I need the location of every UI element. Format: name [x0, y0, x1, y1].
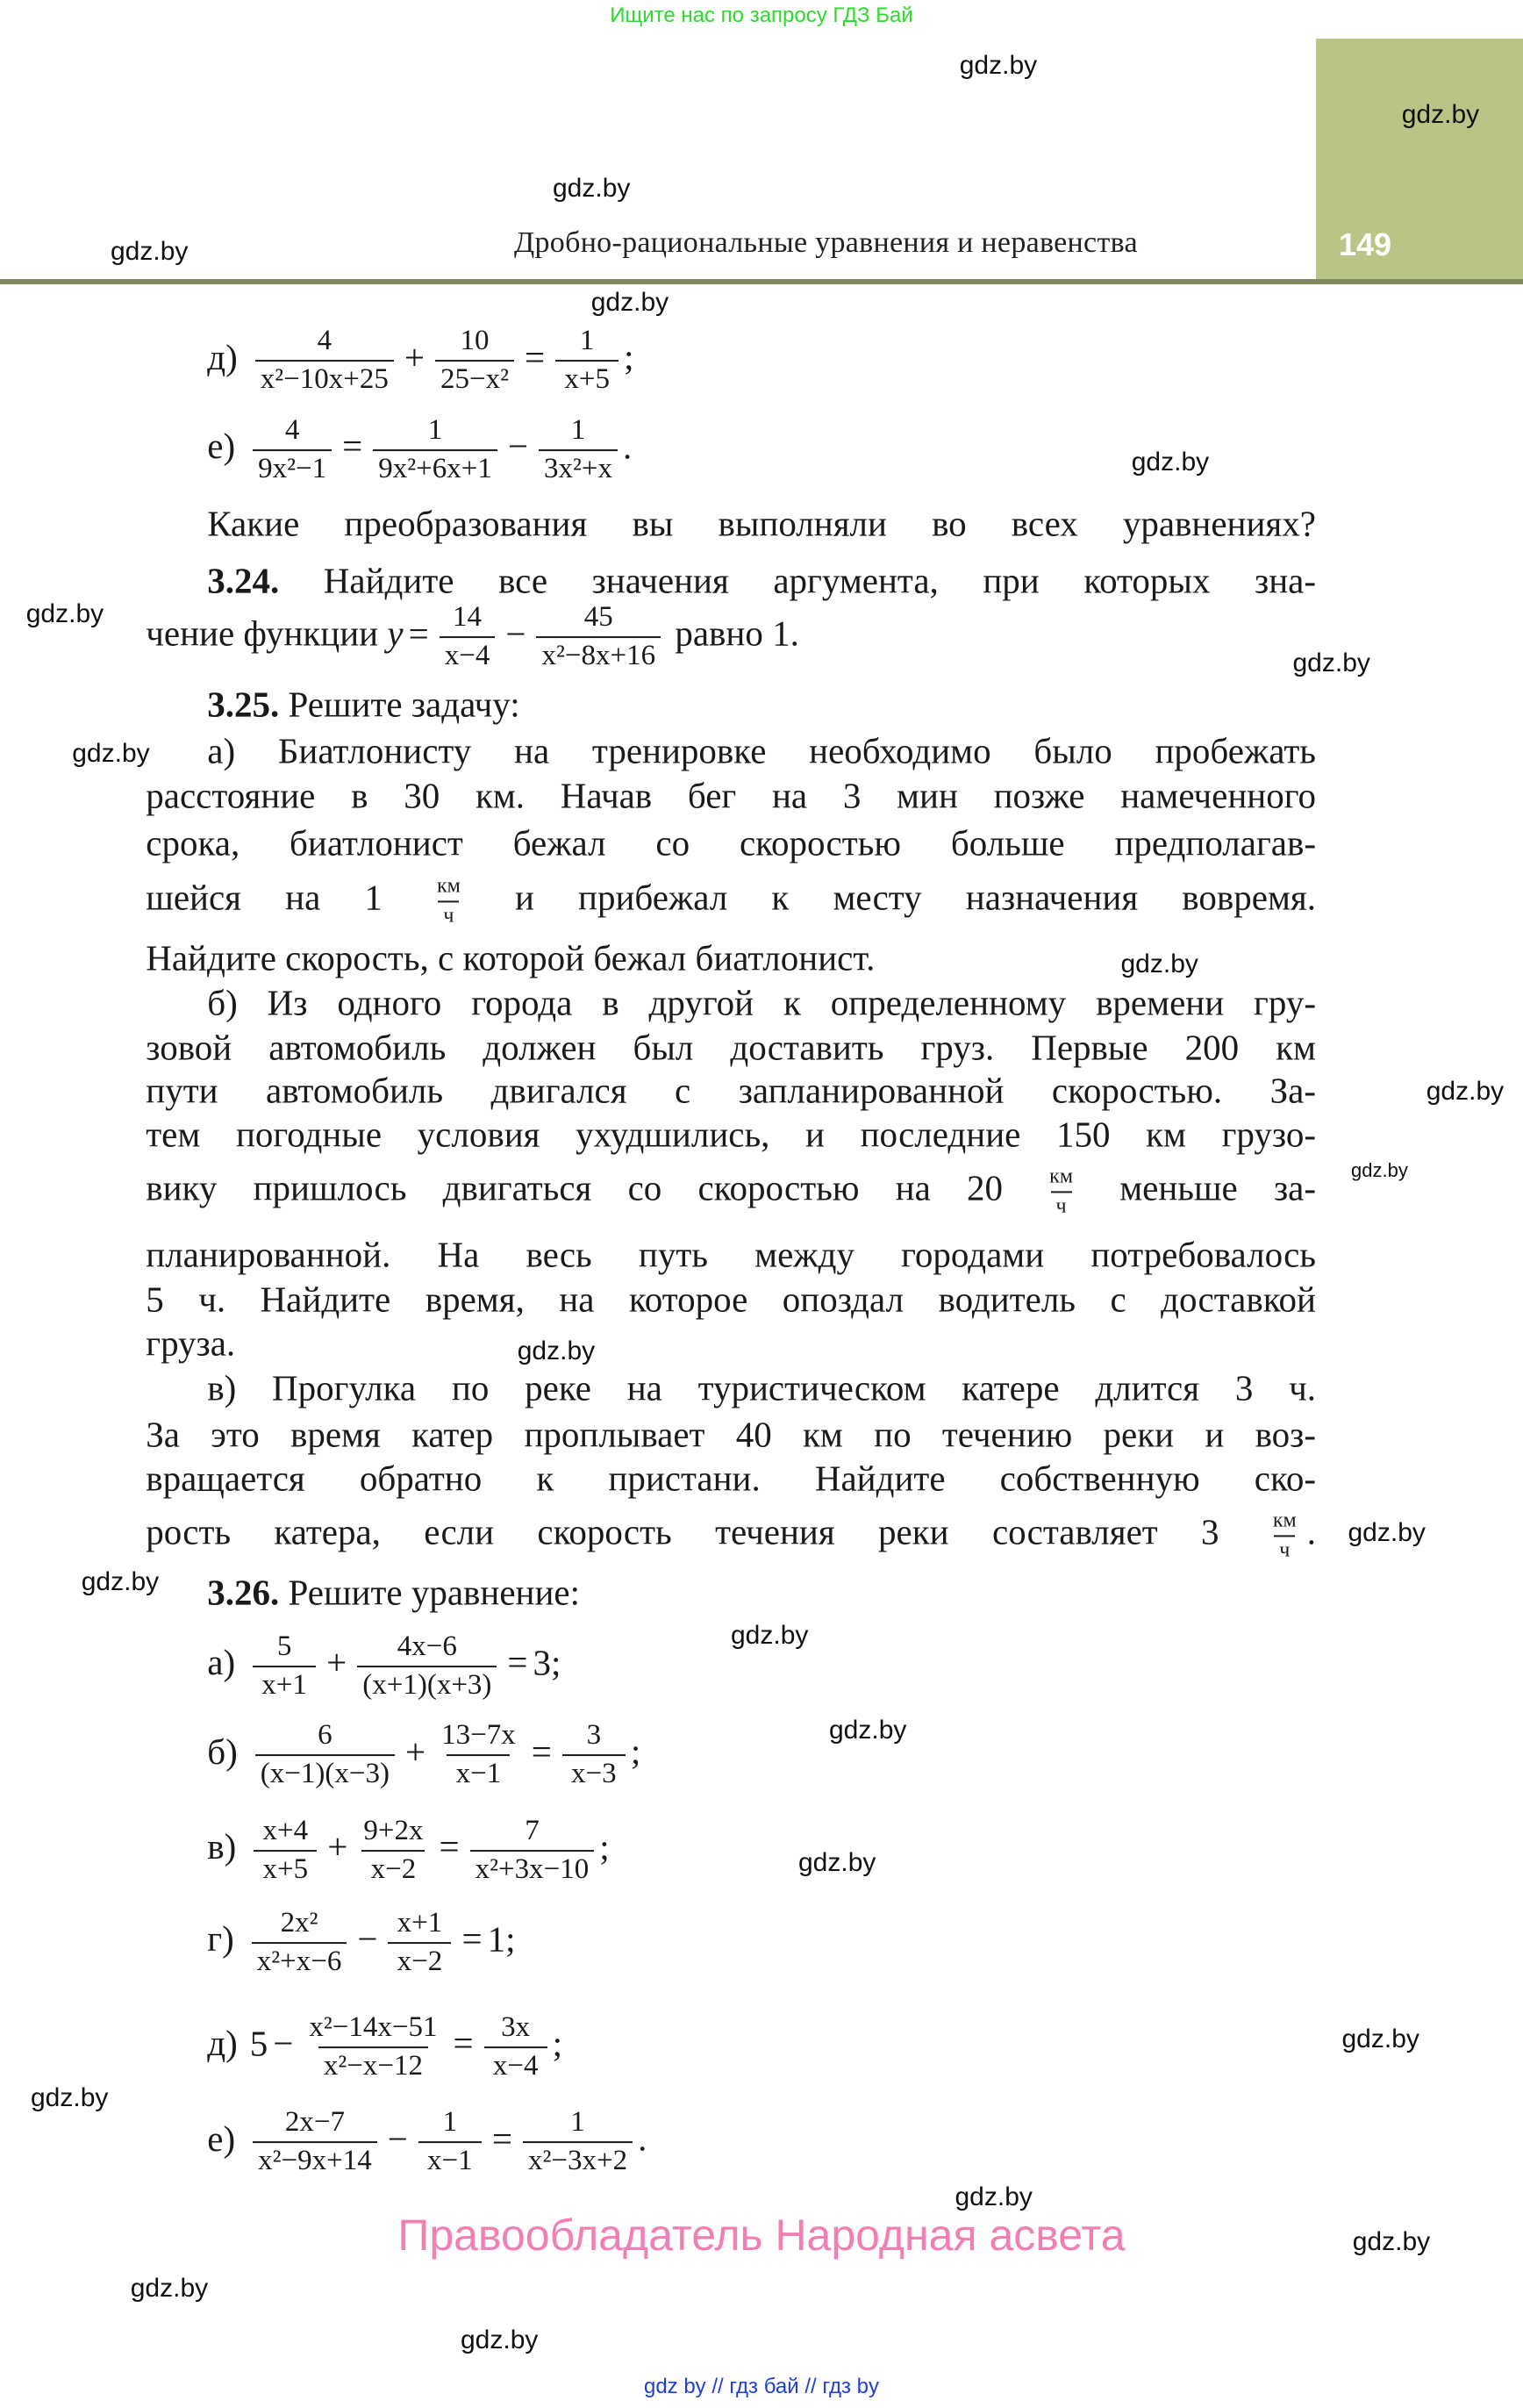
text-run: Решите задачу:	[279, 684, 520, 725]
text-run: ;	[599, 1826, 610, 1867]
text-line	[207, 685, 519, 725]
math-operator: =	[342, 426, 363, 467]
watermark: gdz.by	[461, 2326, 539, 2354]
equation-line	[207, 325, 633, 397]
text-run: пути автомобиль двигался с запланированной скоростью. За-	[146, 1069, 1316, 1110]
text-run: расстояние в 30 км. Начав бег на 3 мин позже намеченного	[146, 774, 1316, 815]
watermark: gdz.by	[1292, 649, 1370, 677]
fraction	[373, 414, 497, 486]
math-operator: =	[507, 1642, 528, 1683]
numerator: 14	[453, 601, 483, 634]
text-run: Найдите скорость, с которой бежал биатлонист.	[146, 937, 876, 978]
fraction	[555, 325, 618, 397]
denominator: ч	[1051, 1191, 1072, 1219]
text-run: шейся на 1	[146, 877, 427, 918]
watermark: gdz.by	[1341, 2025, 1419, 2053]
watermark: gdz.by	[590, 287, 669, 317]
math-operator: =	[491, 2118, 512, 2159]
text-run: вику пришлось двигаться со скоростью на 20	[146, 1167, 1040, 1208]
text-run: вращается обратно к пристани. Найдите собственную ско-	[146, 1458, 1316, 1499]
watermark: gdz.by	[1352, 2227, 1431, 2256]
equation-line	[207, 1719, 640, 1791]
numerator: 1	[427, 413, 443, 446]
watermark: gdz.by	[1401, 100, 1480, 130]
numerator: 7	[525, 1814, 540, 1846]
text-run: и прибежал к месту назначения вовремя.	[470, 877, 1316, 918]
watermark: gdz.by	[1351, 1158, 1408, 1181]
watermark: gdz.by	[1131, 447, 1210, 477]
math-operator: +	[327, 1826, 348, 1867]
watermark: gdz.by	[731, 1620, 809, 1650]
equation-line	[207, 1907, 515, 1979]
watermark: gdz.by	[955, 2182, 1033, 2212]
math-operator: −	[273, 2023, 294, 2064]
text-run: груза.	[146, 1322, 236, 1364]
numerator: x+1	[397, 1906, 443, 1939]
text-line	[146, 1279, 1316, 1319]
text-line	[207, 731, 1316, 770]
numerator: 6	[318, 1719, 332, 1752]
watermark: gdz.by	[1120, 950, 1198, 978]
denominator: ч	[1274, 1535, 1295, 1563]
header-divider	[0, 279, 1523, 284]
text-run: Решите уравнение:	[279, 1572, 581, 1613]
math-operator: =	[461, 1918, 483, 1960]
math-operator: =	[408, 613, 429, 654]
equation-line	[207, 2011, 562, 2083]
denominator: x+5	[254, 1850, 317, 1887]
watermark: gdz.by	[130, 2273, 209, 2303]
fraction	[253, 414, 332, 486]
numerator: км	[437, 874, 461, 898]
text-run: равно 1.	[666, 613, 799, 654]
text-line	[146, 875, 1316, 928]
text-line	[146, 1459, 1316, 1499]
numerator: x²−14x−51	[309, 2010, 438, 2043]
math-operator: =	[525, 336, 546, 377]
denominator: 9x²+6x+1	[373, 449, 497, 486]
text-run: 5	[249, 2023, 268, 2064]
fraction	[539, 414, 618, 486]
denominator: x²−3x+2	[523, 2141, 633, 2178]
text-line	[146, 938, 875, 978]
denominator: x²−x−12	[318, 2046, 428, 2083]
denominator: x²−9x+14	[253, 2141, 377, 2178]
denominator: 3x²+x	[539, 449, 618, 486]
text-run: тем погодные условия ухудшились, и последние 150 км грузо-	[146, 1114, 1316, 1155]
watermark: gdz.by	[798, 1847, 876, 1877]
text-run: .	[623, 426, 633, 467]
text-line	[207, 1573, 580, 1612]
fraction	[484, 2011, 547, 2083]
text-run: зовой автомобиль должен был доставить груз. Первые 200 км	[146, 1026, 1316, 1067]
denominator: (x+1)(x+3)	[357, 1666, 497, 1702]
denominator: x²+x−6	[252, 1942, 347, 1979]
numerator: 45	[583, 601, 613, 634]
text-run: Какие преобразования вы выполняли во всех уравнениях?	[207, 503, 1316, 544]
equation-line	[207, 1630, 561, 1702]
fraction	[357, 1630, 497, 1702]
numerator: 5	[276, 1630, 292, 1662]
text-run: За это время катер проплывает 40 км по течению реки и воз-	[146, 1413, 1316, 1454]
text-line	[207, 983, 1316, 1022]
denominator: x²+3x−10	[470, 1850, 595, 1887]
item-label: в)	[207, 1826, 237, 1867]
fraction	[254, 1815, 317, 1887]
numerator: 4	[284, 413, 300, 446]
text-line	[146, 1165, 1316, 1218]
numerator: 1	[442, 2106, 458, 2139]
text-run: планированной. На весь путь между городами потребовалось	[146, 1234, 1316, 1275]
item-label: д)	[207, 336, 238, 377]
text-run: .	[1306, 1511, 1316, 1552]
text-line	[207, 1368, 1316, 1408]
denominator: x−1	[447, 1754, 510, 1791]
text-run: чение функции	[146, 613, 388, 654]
text-line	[146, 823, 1316, 863]
denominator: x−3	[562, 1754, 626, 1791]
numerator: км	[1272, 1509, 1297, 1532]
item-label: д)	[207, 2023, 238, 2064]
text-run: 1;	[487, 1918, 516, 1960]
fraction	[536, 601, 661, 673]
text-run: рость катера, если скорость течения реки составляет 3	[146, 1511, 1262, 1552]
watermark: gdz.by	[81, 1566, 160, 1596]
text-run: 5 ч. Найдите время, на которое опоздал водитель с доставкой	[146, 1278, 1316, 1319]
fraction	[388, 1907, 451, 1979]
numerator: 1	[570, 413, 586, 446]
text-line	[207, 561, 1316, 600]
watermark: gdz.by	[111, 237, 189, 266]
unit-fraction	[1044, 1165, 1078, 1218]
item-label: е)	[207, 426, 236, 467]
exercise-number: 3.26.	[207, 1572, 280, 1613]
fraction	[523, 2106, 633, 2178]
numerator: 3	[586, 1719, 602, 1752]
page-number: 149	[1339, 226, 1392, 262]
text-line	[146, 601, 799, 673]
denominator: x+5	[555, 360, 618, 397]
fraction	[470, 1815, 595, 1887]
search-hint-banner: Ищите нас по запросу ГДЗ Бай	[610, 4, 913, 27]
denominator: x−4	[440, 636, 496, 673]
denominator: x−2	[361, 1850, 425, 1887]
math-operator: −	[357, 1918, 378, 1960]
text-run: меньше за-	[1083, 1167, 1316, 1208]
denominator: x−4	[484, 2046, 547, 2083]
watermark: gdz.by	[553, 174, 631, 204]
math-operator: −	[387, 2118, 408, 2159]
math-operator: +	[404, 336, 425, 377]
math-operator: =	[453, 2023, 474, 2064]
math-operator: +	[326, 1642, 347, 1683]
fraction	[252, 1907, 347, 1979]
text-line	[207, 504, 1316, 543]
text-run: ;	[624, 336, 634, 377]
math-operator: =	[531, 1731, 552, 1772]
denominator: ч	[438, 900, 459, 928]
equation-line	[207, 1815, 609, 1887]
watermark: gdz.by	[829, 1716, 907, 1745]
watermark: gdz.by	[1348, 1517, 1426, 1547]
fraction	[255, 1719, 395, 1791]
numerator: км	[1049, 1165, 1074, 1188]
denominator: x−1	[418, 2141, 482, 2178]
fraction	[436, 1719, 521, 1791]
equation-line	[207, 2106, 647, 2178]
denominator: x²−10x+25	[255, 360, 394, 397]
denominator: 25−x²	[435, 360, 514, 397]
exercise-number: 3.25.	[207, 684, 280, 725]
text-run: 3;	[533, 1642, 561, 1683]
fraction	[253, 1630, 316, 1702]
math-variable: y	[387, 613, 404, 654]
numerator: 4	[317, 325, 332, 357]
unit-fraction	[432, 875, 466, 928]
numerator: x+4	[262, 1814, 309, 1846]
denominator: (x−1)(x−3)	[255, 1754, 395, 1791]
math-operator: +	[404, 1731, 426, 1772]
fraction	[255, 325, 394, 397]
text-line	[146, 1071, 1316, 1110]
fraction	[435, 325, 514, 397]
text-line	[146, 1115, 1316, 1155]
copyright-notice: Правообладатель Народная асвета	[397, 2211, 1126, 2260]
math-operator: −	[505, 613, 526, 654]
numerator: 2x²	[280, 1906, 318, 1939]
text-line	[146, 1235, 1316, 1274]
watermark: gdz.by	[25, 599, 104, 628]
watermark: gdz.by	[72, 739, 150, 769]
text-run: ;	[552, 2023, 563, 2064]
denominator: x+1	[253, 1666, 316, 1702]
watermark: gdz.by	[517, 1337, 596, 1365]
text-run: срока, биатлонист бежал со скоростью больше предполагав-	[146, 822, 1316, 864]
text-line	[146, 1324, 235, 1364]
denominator: x²−8x+16	[536, 636, 661, 673]
math-operator: −	[507, 426, 528, 467]
numerator: 1	[579, 325, 595, 357]
watermark: gdz.by	[31, 2082, 109, 2112]
equation-line	[207, 414, 632, 486]
chapter-title: Дробно-рациональные уравнения и неравенства	[514, 226, 1138, 259]
text-line	[146, 1028, 1316, 1067]
fraction	[418, 2106, 482, 2178]
fraction	[440, 601, 496, 673]
fraction	[358, 1815, 428, 1887]
numerator: 4x−6	[397, 1630, 457, 1662]
footer-links[interactable]: gdz by // гдз бай // гдз by	[643, 2375, 880, 2398]
watermark: gdz.by	[1426, 1077, 1505, 1107]
unit-fraction	[1268, 1509, 1302, 1562]
math-operator: =	[439, 1826, 460, 1867]
item-label: г)	[207, 1918, 234, 1960]
text-line	[146, 1415, 1316, 1454]
denominator: x−2	[388, 1942, 451, 1979]
numerator: 3x	[501, 2010, 531, 2043]
text-run: ;	[630, 1731, 641, 1772]
numerator: 10	[460, 325, 490, 357]
fraction	[562, 1719, 626, 1791]
numerator: 2x−7	[284, 2106, 345, 2139]
text-run: а) Биатлонисту на тренировке необходимо было пробежать	[207, 730, 1316, 771]
item-label: е)	[207, 2118, 236, 2159]
watermark: gdz.by	[959, 51, 1038, 81]
item-label: а)	[207, 1642, 236, 1683]
fraction	[253, 2106, 377, 2178]
text-line	[146, 1509, 1316, 1562]
numerator: 1	[570, 2106, 585, 2139]
text-run: .	[638, 2118, 647, 2159]
text-line	[146, 776, 1316, 815]
numerator: 9+2x	[363, 1814, 424, 1846]
text-run: в) Прогулка по реке на туристическом катере длится 3 ч.	[207, 1367, 1316, 1408]
exercise-number: 3.24.	[207, 559, 280, 600]
item-label: б)	[207, 1731, 238, 1772]
text-run: б) Из одного города в другой к определенному времени гру-	[207, 982, 1316, 1023]
denominator: 9x²−1	[253, 449, 332, 486]
fraction	[304, 2011, 442, 2083]
numerator: 13−7x	[441, 1719, 516, 1752]
text-run: Найдите все значения аргумента, при которых зна-	[279, 559, 1316, 600]
